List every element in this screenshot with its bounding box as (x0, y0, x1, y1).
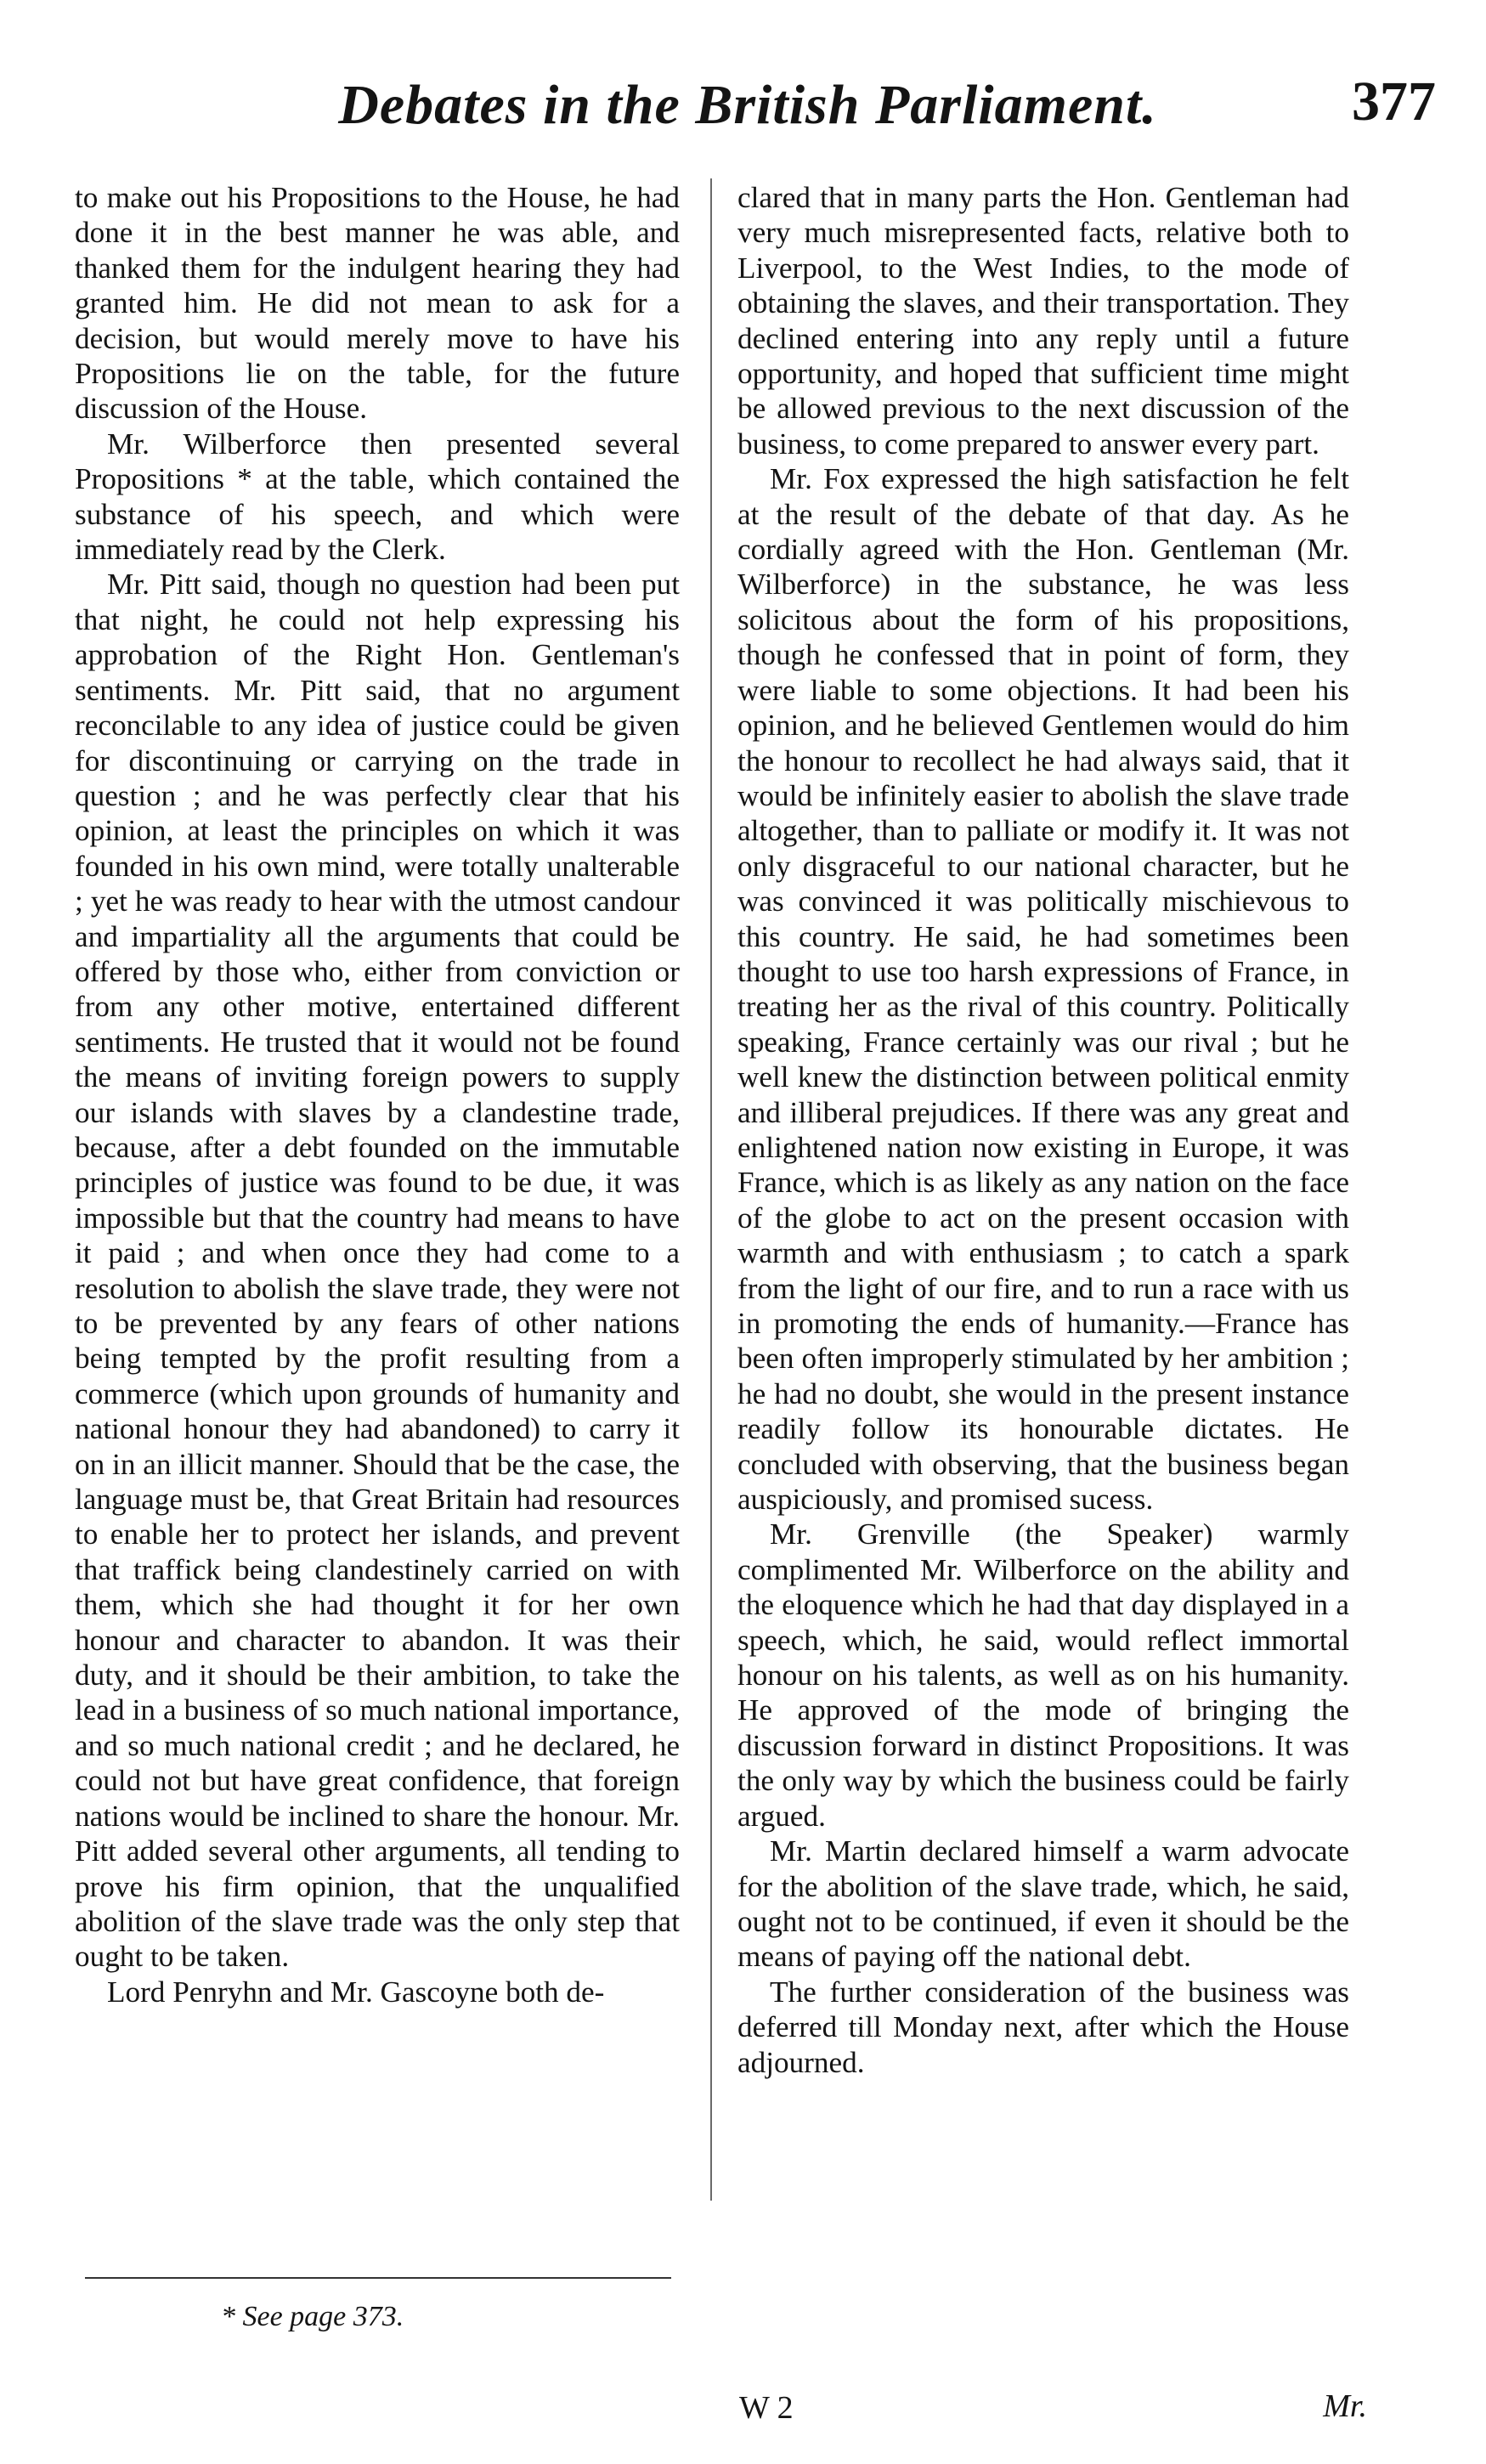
paragraph: Mr. Grenville (the Speaker) warmly complimented Mr. Wilberforce on the ability and the eloquence which he had that day displayed in a speech, which, he said, would reflect immortal honour on his talents, as well as on his humanity. He approved of the mode of bringing the discussion forward in distinct Propositions. It was the only way by which the business could be fairly argued. (737, 1517, 1349, 1833)
right-column (737, 180, 1349, 2080)
left-column (75, 180, 680, 2009)
paragraph: Mr. Martin declared himself a warm advocate for the abolition of the slave trade, which, he said, ought not to be continued, if even it should be the means of paying off the national debt. (737, 1834, 1349, 1974)
paragraph: The further consideration of the business was deferred till Monday next, after which the House adjourned. (737, 1975, 1349, 2079)
paragraph: Mr. Pitt said, though no question had been put that night, he could not help expressing his approbation of the Right Hon. Gentleman's sentiments. Mr. Pitt said, that no argument reconcilable to any idea of justice could be given for discontinuing or carrying on the trade in question ; and he was perfectly clear that his opinion, at least the principles on which it was founded in his own mind, were totally unalterable ; yet he was ready to hear with the utmost candour and impartiality all the arguments that could be offered by those who, either from conviction or from any other motive, entertained different sentiments. He trusted that it would not be found the means of inviting foreign powers to supply our islands with slaves by a clandestine trade, because, after a debt founded on the immutable principles of justice was found to be due, it was impossible but that the country had means to have it paid ; and when once they had come to a resolution to abolish the slave trade, they were not to be prevented by any fears of other nations being tempted by the profit resulting from a commerce (which upon grounds of humanity and national honour they had abandoned) to carry it on in an illicit manner. Should that be the case, the language must be, that Great Britain had resources to enable her to protect her islands, and prevent that traffick being clandestinely carried on with them, which she had thought it for her own honour and character to abandon. It was their duty, and it should be their ambition, to take the lead in a business of so much national importance, and so much national credit ; and he declared, he could not but have great confidence, that foreign nations would be inclined to share the honour. Mr. Pitt added several other arguments, all tending to prove his firm opinion, that the unqualified abolition of the slave trade was the only step that ought to be taken. (75, 568, 680, 1974)
column-divider (710, 178, 712, 2201)
paragraph: Lord Penryhn and Mr. Gascoyne both de- (107, 1975, 605, 2009)
footnote-rule (85, 2277, 671, 2279)
paragraph: Mr. Fox expressed the high satisfaction he felt at the result of the debate of that day. As he cordially agreed with the Hon. Gentleman (Mr. Wilberforce) in the substance, he was less solicitous about the form of his propositions, though he confessed that in point of form, they were liable to some objections. It had been his opinion, and he believed Gentlemen would do him the honour to recollect he had always said, that it would be infinitely easier to abolish the slave trade altogether, than to palliate or modify it. It was not only disgraceful to our national character, but he was convinced it was politically mischievous to this country. He said, he had sometimes been thought to use too harsh expressions of France, in treating her as the rival of this country. Politically speaking, France certainly was our rival ; but he well knew the distinction between political enmity and illiberal prejudices. If there was any great and enlightened nation now existing in Europe, it was France, which is as likely as any nation on the face of the globe to act on the present occasion with warmth and with enthusiasm ; to catch a spark from the light of our fire, and to run a race with us in promoting the ends of humanity.—France has been often improperly stimulated by her ambition ; he had no doubt, she would in the present instance readily follow its honourable dictates. He concluded with observing, that the business began auspiciously, and promised sucess. (737, 462, 1349, 1517)
footnote: * See page 373. (221, 2301, 404, 2332)
paragraph: Mr. Wilberforce then presented several Propositions * at the table, which contained the substance of his speech, and which were immediately read by the Clerk. (75, 427, 680, 567)
page-number: 377 (1352, 71, 1436, 133)
catchword: Mr. (1323, 2388, 1367, 2424)
paragraph: clared that in many parts the Hon. Gentleman had very much misrepresented facts, relative both to Liverpool, to the West Indies, to the mode of obtaining the slaves, and their transportation. They declined entering into any reply until a future opportunity, and hoped that sufficient time might be allowed previous to the next discussion of the business, to come prepared to answer every part. (737, 181, 1349, 461)
running-title: Debates in the British Parliament. (338, 74, 1157, 136)
paragraph: to make out his Propositions to the House, he had done it in the best manner he was able, and thanked them for the indulgent hearing they had granted him. He did not mean to ask for a decision, but would merely move to have his Propositions lie on the table, for the future discussion of the House. (75, 181, 680, 426)
signature-mark: W 2 (739, 2390, 794, 2426)
page-header (51, 66, 1444, 160)
